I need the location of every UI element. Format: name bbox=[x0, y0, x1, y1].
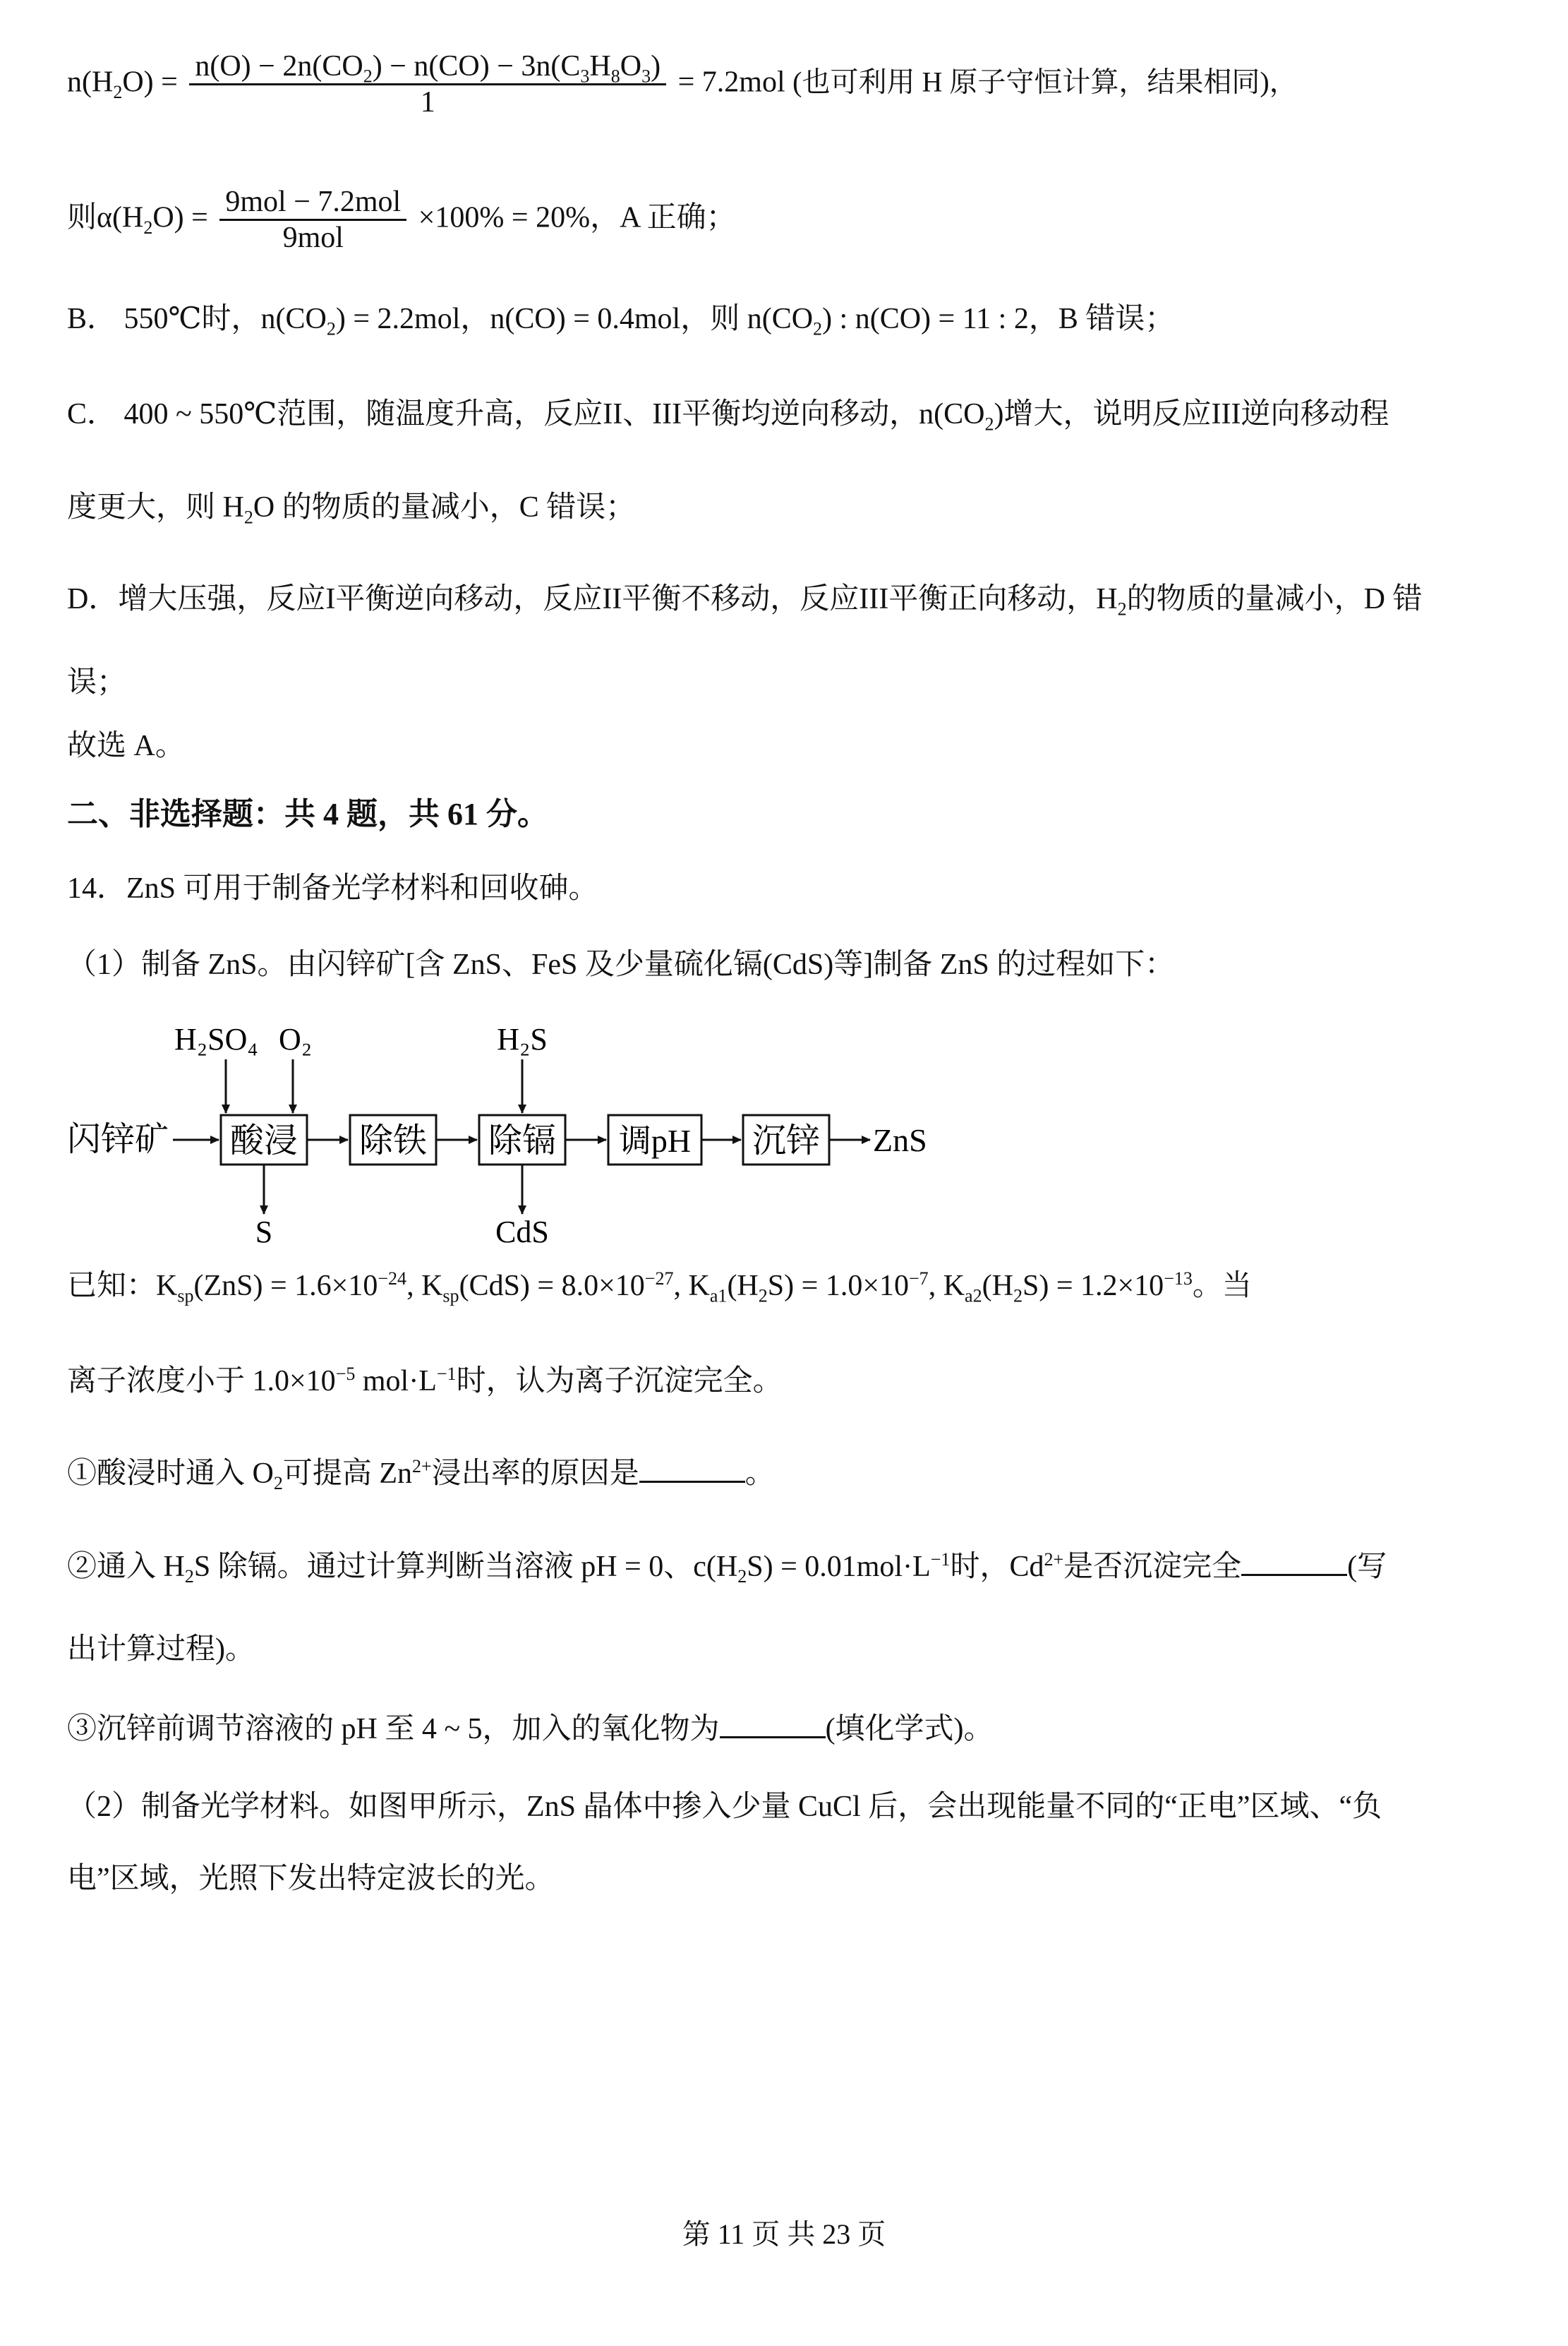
text: 2 bbox=[1013, 1285, 1023, 1306]
text: ②通入 H bbox=[67, 1550, 185, 1583]
text: −24 bbox=[378, 1268, 407, 1289]
known-constants-1 bbox=[67, 1267, 1507, 1306]
question-14-part-1 bbox=[67, 946, 1507, 985]
text: 2 bbox=[737, 1566, 747, 1587]
text: （1）制备 ZnS。由闪锌矿[含 ZnS、FeS 及少量硫化镉(CdS)等]制备 ZnS 的过程如下： bbox=[67, 949, 1175, 981]
text: 2+ bbox=[1044, 1548, 1064, 1570]
text: (CdS) = 8.0×10 bbox=[459, 1270, 645, 1302]
text: D．增大压强，反应I平衡逆向移动，反应II平衡不移动，反应III平衡正向移动，H bbox=[67, 583, 1118, 615]
sub-question-1 bbox=[67, 1454, 1507, 1493]
document-page bbox=[67, 0, 1507, 2346]
text: −27 bbox=[644, 1268, 674, 1289]
option-c-explanation-1 bbox=[67, 395, 1507, 434]
text: ) : n(CO) = 11 : 2，B 错误； bbox=[822, 303, 1175, 335]
text: 3 bbox=[580, 66, 590, 87]
text: B． 550℃时，n(CO bbox=[67, 303, 327, 335]
text: ①酸浸时通入 O bbox=[67, 1457, 274, 1490]
answer-blank[interactable] bbox=[1241, 1547, 1347, 1576]
text: 时，Cd bbox=[950, 1550, 1044, 1583]
text: (H bbox=[727, 1270, 759, 1302]
known-constants-2 bbox=[67, 1362, 1507, 1401]
text: 则α(H bbox=[67, 201, 144, 234]
text: 出计算过程)。 bbox=[67, 1633, 255, 1666]
text: 离子浓度小于 1.0×10 bbox=[67, 1365, 336, 1397]
text: 是否沉淀完全 bbox=[1063, 1550, 1242, 1583]
flow-input-h2so4: H₂SO₄ bbox=[174, 1022, 258, 1057]
text: sp bbox=[177, 1285, 194, 1306]
text: ③沉锌前调节溶液的 pH 至 4 ~ 5，加入的氧化物为 bbox=[67, 1712, 720, 1745]
text: （2）制备光学材料。如图甲所示，ZnS 晶体中掺入少量 CuCl 后，会出现能量不同的“正电”区域、“负 bbox=[67, 1791, 1382, 1823]
text: 电”区域，光照下发出特定波长的光。 bbox=[67, 1863, 555, 1895]
text: 已知：K bbox=[67, 1270, 178, 1302]
text: = 7.2mol bbox=[677, 66, 785, 99]
text: O 的物质的量减小，C 错误； bbox=[253, 491, 636, 524]
sub-question-2-cont bbox=[67, 1630, 1507, 1669]
text: 2 bbox=[326, 318, 336, 339]
text: 误； bbox=[67, 666, 127, 699]
text: (ZnS) = 1.6×10 bbox=[193, 1270, 378, 1302]
option-d-explanation-2 bbox=[67, 663, 1507, 702]
text: (H bbox=[982, 1270, 1013, 1302]
option-c-explanation-2 bbox=[67, 488, 1507, 527]
text: ) bbox=[651, 50, 661, 83]
flow-output-cds: CdS bbox=[495, 1215, 549, 1249]
text: 2+ bbox=[412, 1455, 432, 1476]
text: −7 bbox=[909, 1268, 929, 1289]
text: , K bbox=[673, 1270, 710, 1302]
text: 。当 bbox=[1192, 1270, 1252, 1302]
text: a1 bbox=[709, 1285, 728, 1306]
text: 9mol − 7.2mol bbox=[219, 185, 406, 221]
fraction-n-h2o: $\frac{n(O) - 2n(CO_2) - n(CO) - 3n(C_3H_8O_3)}{1}$ bbox=[189, 49, 666, 120]
text: = bbox=[191, 201, 208, 234]
text: ) − n(CO) − 3n(C bbox=[372, 50, 581, 83]
text: 。 bbox=[744, 1457, 775, 1490]
text: 可提高 Zn bbox=[282, 1457, 413, 1490]
text: )增大，说明反应III逆向移动程 bbox=[994, 398, 1389, 431]
text: 2 bbox=[984, 414, 994, 435]
text: 2 bbox=[184, 1566, 194, 1587]
text: (填化学式)。 bbox=[825, 1712, 994, 1745]
text: (也可利用 H 原子守恒计算，结果相同)， bbox=[792, 66, 1298, 98]
option-b-explanation bbox=[67, 300, 1507, 339]
process-flowchart bbox=[67, 1013, 984, 1253]
text: 二、非选择题：共 4 题，共 61 分。 bbox=[67, 797, 548, 831]
formula-n-h2o: $n(H_2O)$ = $\frac{n(O) - 2n(CO_2) - n(CO) - 3n(C_3H_8O_3)}{1}$ = 7.2mol (也可利用 H 原子守恒计算，结果相同)， bbox=[67, 50, 1298, 119]
text: 时，认为离子沉淀完全。 bbox=[456, 1365, 783, 1397]
text: 度更大，则 H bbox=[67, 491, 244, 524]
text: 的物质的量减小，D 错 bbox=[1126, 583, 1423, 615]
page-footer bbox=[0, 2212, 1568, 2252]
option-d-explanation-1 bbox=[67, 580, 1507, 619]
question-14-part-2-line1 bbox=[67, 1788, 1507, 1827]
question-14-part-2-line2 bbox=[67, 1860, 1507, 1899]
text: −5 bbox=[335, 1364, 356, 1384]
text: 3 bbox=[641, 66, 651, 87]
flow-input-h2s: H₂S bbox=[497, 1022, 548, 1057]
flow-step-label: 除镉 bbox=[488, 1122, 557, 1160]
text: ×100% = 20%，A 正确； bbox=[418, 201, 736, 234]
text: 2 bbox=[363, 66, 373, 87]
conclusion bbox=[67, 727, 1507, 766]
flow-product-label: ZnS bbox=[873, 1122, 927, 1158]
text: 故选 A。 bbox=[67, 730, 185, 762]
flow-step-label: 调pH bbox=[618, 1123, 692, 1159]
flow-step-label: 除铁 bbox=[358, 1122, 428, 1160]
sub-question-3 bbox=[67, 1709, 1507, 1748]
text: 14．ZnS 可用于制备光学材料和回收砷。 bbox=[67, 872, 598, 905]
text: 2 bbox=[273, 1473, 283, 1494]
text: −13 bbox=[1164, 1268, 1193, 1289]
text: sp bbox=[442, 1285, 459, 1306]
answer-blank[interactable] bbox=[639, 1454, 745, 1483]
text: 1 bbox=[420, 86, 435, 119]
text: , K bbox=[406, 1270, 443, 1302]
question-14-title bbox=[67, 870, 1507, 908]
section-heading bbox=[67, 794, 1507, 834]
text: −1 bbox=[930, 1548, 951, 1570]
text: −1 bbox=[436, 1364, 457, 1384]
text: S) = 0.01mol·L bbox=[747, 1550, 931, 1583]
text: 2 bbox=[813, 318, 823, 339]
page-number: 第 11 页 共 23 页 bbox=[682, 2218, 886, 2250]
flow-start-label: 闪锌矿 bbox=[67, 1121, 169, 1158]
text: 2 bbox=[113, 81, 123, 102]
text: 浸出率的原因是 bbox=[431, 1457, 639, 1490]
text: 9mol bbox=[282, 222, 344, 255]
text: 2 bbox=[143, 217, 153, 238]
text: S) = 1.2×10 bbox=[1022, 1270, 1164, 1302]
text: S) = 1.0×10 bbox=[767, 1270, 909, 1302]
flow-output-s: S bbox=[255, 1215, 273, 1249]
flow-input-o2: O₂ bbox=[279, 1022, 313, 1057]
answer-blank[interactable] bbox=[720, 1709, 826, 1738]
text: n(H bbox=[67, 66, 114, 99]
sub-question-2 bbox=[67, 1547, 1507, 1586]
text: 2 bbox=[1117, 598, 1127, 620]
text: ) = 2.2mol，n(CO) = 0.4mol，则 n(CO bbox=[335, 303, 814, 335]
text: 2 bbox=[758, 1285, 768, 1306]
text: mol·L bbox=[355, 1365, 437, 1397]
fraction-alpha-h2o bbox=[219, 185, 406, 255]
text: n(O) − 2n(CO bbox=[195, 50, 363, 83]
text: 8 bbox=[610, 66, 620, 87]
text: (写 bbox=[1347, 1550, 1387, 1583]
text: 2 bbox=[243, 507, 253, 528]
formula-alpha-h2o: 则$\alpha(H_2O)$ = $\frac{\text{9mol − 7.2mol}}{\text{9mol}}$ ×100% = 20%，A 正确； bbox=[67, 186, 736, 255]
text: = bbox=[161, 66, 178, 99]
flow-step-label: 酸浸 bbox=[229, 1122, 298, 1160]
text: , K bbox=[928, 1270, 965, 1302]
flow-step-label: 沉锌 bbox=[752, 1122, 821, 1160]
text: S 除镉。通过计算判断当溶液 pH = 0、c(H bbox=[193, 1550, 738, 1583]
text: C． 400 ~ 550℃范围，随温度升高，反应II、III平衡均逆向移动，n(CO bbox=[67, 398, 985, 431]
text: a2 bbox=[965, 1285, 982, 1306]
